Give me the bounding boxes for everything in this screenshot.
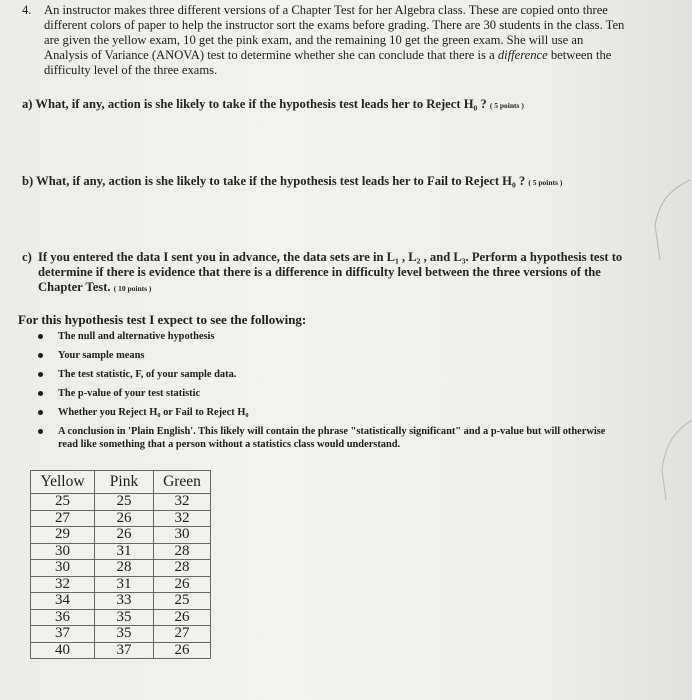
table-cell: 35 (95, 609, 154, 626)
table-cell: 27 (154, 626, 211, 643)
table-cell: 35 (95, 626, 154, 643)
header-pink: Pink (95, 471, 154, 494)
table-row (31, 576, 211, 593)
part-c-label: c) (22, 250, 32, 264)
table-row (31, 494, 211, 511)
part-b (22, 174, 562, 190)
list-item: Your sample means (38, 349, 618, 362)
table-row (31, 642, 211, 659)
table-cell: 26 (154, 576, 211, 593)
bullet-icon (38, 429, 43, 434)
table-row (31, 560, 211, 577)
table-body (31, 494, 211, 659)
table-cell: 28 (154, 560, 211, 577)
table-row (31, 626, 211, 643)
table-cell: 25 (154, 593, 211, 610)
bullet-icon (38, 391, 43, 396)
header-green: Green (154, 471, 211, 494)
table-cell: 31 (95, 576, 154, 593)
part-b-points: ( 5 points ) (528, 178, 563, 187)
header-yellow: Yellow (31, 471, 95, 494)
bullet-icon (38, 334, 43, 339)
table-header-row (31, 471, 211, 494)
table-cell: 30 (31, 543, 95, 560)
list-item: The p-value of your test statistic (38, 387, 618, 400)
table-cell: 26 (154, 609, 211, 626)
table-cell: 29 (31, 527, 95, 544)
table-cell: 33 (95, 593, 154, 610)
question-number: 4. (22, 3, 32, 17)
table-row (31, 593, 211, 610)
question-4 (22, 3, 627, 78)
table-cell: 32 (154, 494, 211, 511)
table-cell: 25 (95, 494, 154, 511)
table-cell: 40 (31, 642, 95, 659)
part-b-text: What, if any, action is she likely to take if the hypothesis test leads her to Fail to Reject H₀ ? (36, 174, 526, 188)
page-edge-decoration (600, 170, 692, 590)
table-cell: 31 (95, 543, 154, 560)
table-cell: 36 (31, 609, 95, 626)
table-cell: 26 (95, 510, 154, 527)
part-a (22, 97, 524, 113)
table-cell: 28 (154, 543, 211, 560)
part-c-points: ( 10 points ) (113, 284, 152, 293)
part-a-points: ( 5 points ) (489, 101, 524, 110)
expectations-list (38, 330, 618, 457)
table-row (31, 527, 211, 544)
table-cell: 28 (95, 560, 154, 577)
table-cell: 34 (31, 593, 95, 610)
emphasized-word: difference (497, 48, 548, 62)
data-table (30, 470, 211, 659)
list-item: Whether you Reject H₀ or Fail to Reject H₀ (38, 406, 618, 419)
table-cell: 26 (95, 527, 154, 544)
list-item: The null and alternative hypothesis (38, 330, 618, 343)
table-cell: 25 (31, 494, 95, 511)
table-row (31, 543, 211, 560)
list-item: The test statistic, F, of your sample data. (38, 368, 618, 381)
part-b-label: b) (22, 174, 34, 188)
bullet-icon (38, 410, 43, 415)
expectations-heading: For this hypothesis test I expect to see the following: (18, 312, 307, 327)
bullet-icon (38, 372, 43, 377)
table-cell: 37 (95, 642, 154, 659)
table-cell: 27 (31, 510, 95, 527)
part-c (22, 250, 642, 296)
table-cell: 32 (154, 510, 211, 527)
table-row (31, 609, 211, 626)
part-a-label: a) (22, 97, 33, 111)
list-item: A conclusion in 'Plain English'. This likely will contain the phrase "statistically significant" and a p-value but will otherwise read like something that a person without a statistics class would understand. (38, 425, 618, 451)
table-cell: 37 (31, 626, 95, 643)
table-row (31, 510, 211, 527)
table-cell: 32 (31, 576, 95, 593)
question-text: An instructor makes three different versions of a Chapter Test for her Algebra class. These are copied onto three different colors of paper to help the instructor sort the exams before grading. There are 30 students in the class. Ten are given the yellow exam, 10 get the pink exam, and the remaining 10 get the green exam. She will use an Analysis of Variance (ANOVA) test to determine whether she can conclude that there is a difference between the difficulty level of the three exams. (44, 3, 625, 77)
bullet-icon (38, 353, 43, 358)
table-cell: 30 (31, 560, 95, 577)
table-cell: 30 (154, 527, 211, 544)
part-c-text: If you entered the data I sent you in advance, the data sets are in L₁ , L₂ , and L₃. Perform a hypothesis test to determine if there is evidence that there is a difference in difficulty level between the three versions of the Chapter Test. (38, 250, 623, 294)
table-cell: 26 (154, 642, 211, 659)
part-a-text: What, if any, action is she likely to take if the hypothesis test leads her to Reject H₀ ? (35, 97, 487, 111)
